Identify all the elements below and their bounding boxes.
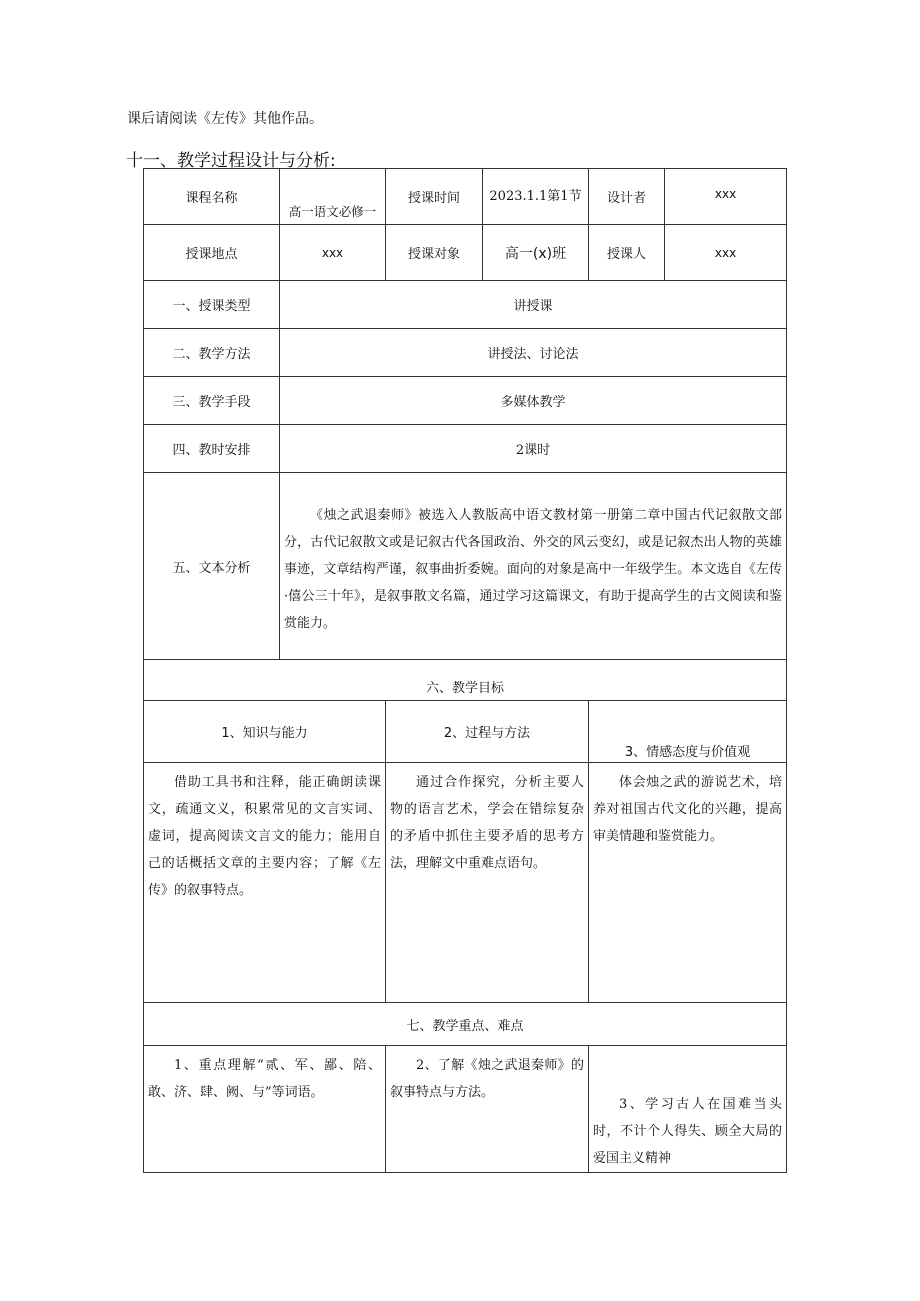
audience-label: 授课对象 xyxy=(386,225,483,281)
key-points-title: 七、教学重点、难点 xyxy=(144,1003,787,1046)
place-label: 授课地点 xyxy=(144,225,280,281)
table-row xyxy=(144,281,787,329)
means-label: 三、教学手段 xyxy=(144,377,280,425)
hours-value: 2课时 xyxy=(280,425,787,473)
table-row xyxy=(144,425,787,473)
type-value: 讲授课 xyxy=(280,281,787,329)
text-analysis-label: 五、文本分析 xyxy=(144,473,280,660)
teach-time-value: 2023.1.1第1节 xyxy=(483,169,589,225)
teach-time-label: 授课时间 xyxy=(386,169,483,225)
designer-value: xxx xyxy=(665,169,787,225)
table-row xyxy=(144,225,787,281)
audience-value: 高一(x)班 xyxy=(483,225,589,281)
table-row xyxy=(144,660,787,701)
goal-knowledge-content: 借助工具书和注释，能正确朗读课文，疏通文义，积累常见的文言实词、虚词，提高阅读文言文的能力；能用自己的话概括文章的主要内容；了解《左传》的叙事特点。 xyxy=(144,763,386,1003)
type-label: 一、授课类型 xyxy=(144,281,280,329)
means-value: 多媒体教学 xyxy=(280,377,787,425)
table-row xyxy=(144,169,787,225)
table-row xyxy=(144,1003,787,1046)
intro-text: 课后请阅读《左传》其他作品。 xyxy=(127,111,323,127)
goal-emotion-content: 体会烛之武的游说艺术，培养对祖国古代文化的兴趣，提高审美情趣和鉴赏能力。 xyxy=(589,763,787,1003)
course-name-label: 课程名称 xyxy=(144,169,280,225)
table-row xyxy=(144,377,787,425)
designer-label: 设计者 xyxy=(589,169,665,225)
course-name-value: 高一语文必修一 xyxy=(280,169,386,225)
text-analysis-value: 《烛之武退秦师》被选入人教版高中语文教材第一册第二章中国古代记叙散文部分，古代记叙散文或是记叙古代各国政治、外交的风云变幻，或是记叙杰出人物的英雄事迹，文章结构严谨，叙事曲折委婉。面向的对象是高中一年级学生。本文选自《左传·僖公三十年》，是叙事散文名篇，通过学习这篇课文，有助于提高学生的古文阅读和鉴赏能力。 xyxy=(280,473,787,660)
method-label: 二、教学方法 xyxy=(144,329,280,377)
table-row xyxy=(144,329,787,377)
goal-process-heading: 2、过程与方法 xyxy=(386,701,589,763)
table-row xyxy=(144,1046,787,1173)
section-heading: 十一、教学过程设计与分析: xyxy=(126,151,336,171)
teacher-value: xxx xyxy=(665,225,787,281)
goal-knowledge-heading: 1、知识与能力 xyxy=(144,701,386,763)
method-value: 讲授法、讨论法 xyxy=(280,329,787,377)
goal-process-content: 通过合作探究，分析主要人物的语言艺术，学会在错综复杂的矛盾中抓住主要矛盾的思考方法，理解文中重难点语句。 xyxy=(386,763,589,1003)
table-row xyxy=(144,473,787,660)
hours-label: 四、教时安排 xyxy=(144,425,280,473)
table-row xyxy=(144,701,787,763)
lesson-plan-table xyxy=(143,168,787,1173)
table-row xyxy=(144,763,787,1003)
key-point-2: 2、了解《烛之武退秦师》的叙事特点与方法。 xyxy=(386,1046,589,1173)
teacher-label: 授课人 xyxy=(589,225,665,281)
goals-title: 六、教学目标 xyxy=(144,660,787,701)
goal-emotion-heading: 3、情感态度与价值观 xyxy=(589,701,787,763)
key-point-1: 1、重点理解“贰、军、鄙、陪、敢、济、肆、阙、与”等词语。 xyxy=(144,1046,386,1173)
key-point-3: 3、学习古人在国难当头时，不计个人得失、顾全大局的爱国主义精神 xyxy=(589,1046,787,1173)
place-value: xxx xyxy=(280,225,386,281)
